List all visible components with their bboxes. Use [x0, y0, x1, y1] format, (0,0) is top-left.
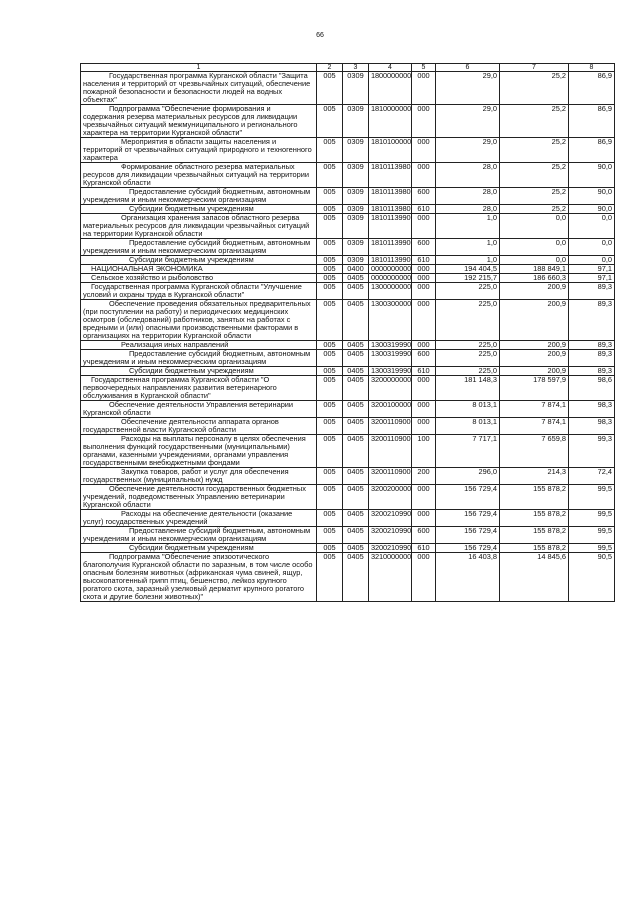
table-row	[81, 283, 615, 300]
expense-type-cell: 000	[412, 376, 436, 401]
percent-cell: 99,5	[569, 485, 615, 510]
expense-type-cell: 000	[412, 553, 436, 602]
row-name-cell: Предоставление субсидий бюджетным, автономным учреждениям и иным некоммерческим организациям	[81, 350, 317, 367]
target-item-code-cell: 3200210990	[369, 527, 412, 544]
row-name-cell: Закупка товаров, работ и услуг для обеспечения государственных (муниципальных) нужд	[81, 468, 317, 485]
actual-amount-cell: 155 878,2	[500, 510, 569, 527]
row-name-cell: Сельское хозяйство и рыболовство	[81, 274, 317, 283]
planned-amount-cell: 8 013,1	[436, 418, 500, 435]
planned-amount-cell: 7 717,1	[436, 435, 500, 468]
ministry-code-cell: 005	[317, 341, 343, 350]
ministry-code-cell: 005	[317, 239, 343, 256]
ministry-code-cell: 005	[317, 510, 343, 527]
expense-type-cell: 000	[412, 274, 436, 283]
actual-amount-cell: 155 878,2	[500, 485, 569, 510]
section-code-cell: 0405	[343, 510, 369, 527]
planned-amount-cell: 16 403,8	[436, 553, 500, 602]
ministry-code-cell: 005	[317, 401, 343, 418]
target-item-code-cell: 0000000000	[369, 265, 412, 274]
percent-cell: 99,3	[569, 435, 615, 468]
actual-amount-cell: 186 660,3	[500, 274, 569, 283]
header-cell: 7	[500, 64, 569, 72]
ministry-code-cell: 005	[317, 214, 343, 239]
section-code-cell: 0405	[343, 468, 369, 485]
section-code-cell: 0405	[343, 527, 369, 544]
row-name-cell: Обеспечение деятельности государственных бюджетных учреждений, подведомственных Управлению ветеринарии Курганской области	[81, 485, 317, 510]
target-item-code-cell: 3200110900	[369, 435, 412, 468]
ministry-code-cell: 005	[317, 376, 343, 401]
percent-cell: 0,0	[569, 214, 615, 239]
section-code-cell: 0309	[343, 188, 369, 205]
planned-amount-cell: 192 215,7	[436, 274, 500, 283]
ministry-code-cell: 005	[317, 205, 343, 214]
table-row	[81, 468, 615, 485]
section-code-cell: 0405	[343, 274, 369, 283]
actual-amount-cell: 200,9	[500, 350, 569, 367]
target-item-code-cell: 3200210990	[369, 510, 412, 527]
row-name-cell: Обеспечение проведения обязательных предварительных (при поступлении на работу) и периодических медицинских осмотров (обследований) работников, занятых на работах с вредными и (или) опасными производственными факторами в организациях на территории Курганской области	[81, 300, 317, 341]
target-item-code-cell: 3200200000	[369, 485, 412, 510]
ministry-code-cell: 005	[317, 283, 343, 300]
percent-cell: 99,5	[569, 527, 615, 544]
section-code-cell: 0309	[343, 163, 369, 188]
actual-amount-cell: 200,9	[500, 367, 569, 376]
target-item-code-cell: 1810100000	[369, 138, 412, 163]
percent-cell: 90,0	[569, 205, 615, 214]
section-code-cell: 0405	[343, 376, 369, 401]
table-row	[81, 188, 615, 205]
percent-cell: 86,9	[569, 105, 615, 138]
expense-type-cell: 000	[412, 485, 436, 510]
planned-amount-cell: 156 729,4	[436, 510, 500, 527]
row-name-cell: Государственная программа Курганской области "О первоочередных направлениях развития ветеринарного обслуживания в Курганской области"	[81, 376, 317, 401]
expense-type-cell: 000	[412, 341, 436, 350]
planned-amount-cell: 29,0	[436, 105, 500, 138]
section-code-cell: 0309	[343, 105, 369, 138]
section-code-cell: 0405	[343, 300, 369, 341]
table-row	[81, 401, 615, 418]
row-name-cell: Государственная программа Курганской области "Защита населения и территорий от чрезвычайных ситуаций, обеспечение пожарной безопасности и безопасности людей на водных объектах"	[81, 72, 317, 105]
percent-cell: 98,3	[569, 401, 615, 418]
row-name-cell: Государственная программа Курганской области "Улучшение условий и охраны труда в Курганской области"	[81, 283, 317, 300]
section-code-cell: 0405	[343, 283, 369, 300]
planned-amount-cell: 225,0	[436, 367, 500, 376]
actual-amount-cell: 25,2	[500, 163, 569, 188]
target-item-code-cell: 1810113990	[369, 214, 412, 239]
header-cell: 4	[369, 64, 412, 72]
row-name-cell: Субсидии бюджетным учреждениям	[81, 205, 317, 214]
actual-amount-cell: 200,9	[500, 300, 569, 341]
section-code-cell: 0405	[343, 485, 369, 510]
target-item-code-cell: 3200110900	[369, 468, 412, 485]
percent-cell: 0,0	[569, 239, 615, 256]
actual-amount-cell: 188 849,1	[500, 265, 569, 274]
target-item-code-cell: 1300319990	[369, 367, 412, 376]
actual-amount-cell: 0,0	[500, 239, 569, 256]
percent-cell: 97,1	[569, 265, 615, 274]
row-name-cell: Организация хранения запасов областного резерва материальных ресурсов для ликвидации чрезвычайных ситуаций на территории Курганской области	[81, 214, 317, 239]
planned-amount-cell: 28,0	[436, 188, 500, 205]
row-name-cell: Расходы на выплаты персоналу в целях обеспечения выполнения функций государственными (муниципальными) органами, казенными учреждениями, органами управления государственными внебюджетными фондами	[81, 435, 317, 468]
actual-amount-cell: 155 878,2	[500, 544, 569, 553]
planned-amount-cell: 28,0	[436, 205, 500, 214]
percent-cell: 89,3	[569, 350, 615, 367]
percent-cell: 90,0	[569, 188, 615, 205]
table-row	[81, 485, 615, 510]
target-item-code-cell: 1300000000	[369, 283, 412, 300]
actual-amount-cell: 0,0	[500, 256, 569, 265]
actual-amount-cell: 0,0	[500, 214, 569, 239]
expense-type-cell: 000	[412, 105, 436, 138]
planned-amount-cell: 296,0	[436, 468, 500, 485]
expense-type-cell: 000	[412, 265, 436, 274]
ministry-code-cell: 005	[317, 435, 343, 468]
ministry-code-cell: 005	[317, 485, 343, 510]
actual-amount-cell: 200,9	[500, 283, 569, 300]
table-row	[81, 527, 615, 544]
header-cell: 5	[412, 64, 436, 72]
actual-amount-cell: 7 874,1	[500, 418, 569, 435]
ministry-code-cell: 005	[317, 138, 343, 163]
planned-amount-cell: 156 729,4	[436, 485, 500, 510]
section-code-cell: 0405	[343, 367, 369, 376]
section-code-cell: 0309	[343, 72, 369, 105]
actual-amount-cell: 25,2	[500, 188, 569, 205]
expense-type-cell: 610	[412, 256, 436, 265]
actual-amount-cell: 7 874,1	[500, 401, 569, 418]
expense-type-cell: 600	[412, 527, 436, 544]
table-body	[81, 72, 615, 602]
planned-amount-cell: 181 148,3	[436, 376, 500, 401]
expense-type-cell: 200	[412, 468, 436, 485]
percent-cell: 97,1	[569, 274, 615, 283]
target-item-code-cell: 3200100000	[369, 401, 412, 418]
row-name-cell: Предоставление субсидий бюджетным, автономным учреждениям и иным некоммерческим организациям	[81, 239, 317, 256]
expense-type-cell: 000	[412, 401, 436, 418]
percent-cell: 89,3	[569, 367, 615, 376]
target-item-code-cell: 1300300000	[369, 300, 412, 341]
row-name-cell: Подпрограмма "Обеспечение формирования и содержания резерва материальных ресурсов для ликвидации чрезвычайных ситуаций межмуниципального и регионального характера на территории Курганской области"	[81, 105, 317, 138]
planned-amount-cell: 1,0	[436, 239, 500, 256]
table-row	[81, 163, 615, 188]
section-code-cell: 0405	[343, 435, 369, 468]
expense-type-cell: 000	[412, 300, 436, 341]
expense-type-cell: 000	[412, 214, 436, 239]
planned-amount-cell: 156 729,4	[436, 544, 500, 553]
section-code-cell: 0405	[343, 341, 369, 350]
expense-type-cell: 000	[412, 72, 436, 105]
percent-cell: 99,5	[569, 544, 615, 553]
row-name-cell: НАЦИОНАЛЬНАЯ ЭКОНОМИКА	[81, 265, 317, 274]
header-cell: 2	[317, 64, 343, 72]
row-name-cell: Предоставление субсидий бюджетным, автономным учреждениям и иным некоммерческим организациям	[81, 527, 317, 544]
expense-type-cell: 600	[412, 188, 436, 205]
actual-amount-cell: 214,3	[500, 468, 569, 485]
target-item-code-cell: 1810113980	[369, 205, 412, 214]
table-row	[81, 553, 615, 602]
target-item-code-cell: 3200110900	[369, 418, 412, 435]
expense-type-cell: 000	[412, 283, 436, 300]
expense-type-cell: 000	[412, 418, 436, 435]
target-item-code-cell: 1810113990	[369, 256, 412, 265]
planned-amount-cell: 29,0	[436, 72, 500, 105]
percent-cell: 86,9	[569, 72, 615, 105]
table-row	[81, 376, 615, 401]
planned-amount-cell: 28,0	[436, 163, 500, 188]
ministry-code-cell: 005	[317, 527, 343, 544]
ministry-code-cell: 005	[317, 265, 343, 274]
table-row	[81, 138, 615, 163]
row-name-cell: Субсидии бюджетным учреждениям	[81, 544, 317, 553]
ministry-code-cell: 005	[317, 553, 343, 602]
planned-amount-cell: 1,0	[436, 256, 500, 265]
table-row	[81, 418, 615, 435]
target-item-code-cell: 1810113980	[369, 163, 412, 188]
percent-cell: 98,3	[569, 418, 615, 435]
row-name-cell: Мероприятия в области защиты населения и территорий от чрезвычайных ситуаций природного и техногенного характера	[81, 138, 317, 163]
target-item-code-cell: 3200210990	[369, 544, 412, 553]
planned-amount-cell: 225,0	[436, 341, 500, 350]
row-name-cell: Реализация иных направлений	[81, 341, 317, 350]
target-item-code-cell: 3200000000	[369, 376, 412, 401]
expense-type-cell: 610	[412, 205, 436, 214]
ministry-code-cell: 005	[317, 274, 343, 283]
table-row	[81, 239, 615, 256]
table-row	[81, 350, 615, 367]
actual-amount-cell: 25,2	[500, 72, 569, 105]
target-item-code-cell: 1810000000	[369, 105, 412, 138]
planned-amount-cell: 1,0	[436, 214, 500, 239]
budget-table	[80, 63, 615, 602]
planned-amount-cell: 156 729,4	[436, 527, 500, 544]
table-row	[81, 435, 615, 468]
actual-amount-cell: 25,2	[500, 205, 569, 214]
target-item-code-cell: 1810113990	[369, 239, 412, 256]
percent-cell: 99,5	[569, 510, 615, 527]
section-code-cell: 0405	[343, 401, 369, 418]
section-code-cell: 0309	[343, 256, 369, 265]
header-cell: 3	[343, 64, 369, 72]
page-number: 66	[316, 32, 324, 39]
table-row	[81, 510, 615, 527]
planned-amount-cell: 225,0	[436, 283, 500, 300]
ministry-code-cell: 005	[317, 367, 343, 376]
actual-amount-cell: 14 845,6	[500, 553, 569, 602]
percent-cell: 90,0	[569, 163, 615, 188]
table-row	[81, 300, 615, 341]
expense-type-cell: 600	[412, 350, 436, 367]
percent-cell: 89,3	[569, 341, 615, 350]
ministry-code-cell: 005	[317, 350, 343, 367]
actual-amount-cell: 178 597,9	[500, 376, 569, 401]
expense-type-cell: 600	[412, 239, 436, 256]
row-name-cell: Обеспечение деятельности Управления ветеринарии Курганской области	[81, 401, 317, 418]
actual-amount-cell: 7 659,8	[500, 435, 569, 468]
section-code-cell: 0405	[343, 350, 369, 367]
target-item-code-cell: 1300319990	[369, 350, 412, 367]
percent-cell: 86,9	[569, 138, 615, 163]
expense-type-cell: 100	[412, 435, 436, 468]
header-cell: 8	[569, 64, 615, 72]
section-code-cell: 0400	[343, 265, 369, 274]
target-item-code-cell: 1300319990	[369, 341, 412, 350]
section-code-cell: 0405	[343, 553, 369, 602]
percent-cell: 89,3	[569, 300, 615, 341]
actual-amount-cell: 25,2	[500, 138, 569, 163]
header-cell: 1	[81, 64, 317, 72]
table-row	[81, 214, 615, 239]
section-code-cell: 0309	[343, 214, 369, 239]
target-item-code-cell: 0000000000	[369, 274, 412, 283]
table-row	[81, 72, 615, 105]
row-name-cell: Предоставление субсидий бюджетным, автономным учреждениям и иным некоммерческим организациям	[81, 188, 317, 205]
planned-amount-cell: 29,0	[436, 138, 500, 163]
ministry-code-cell: 005	[317, 188, 343, 205]
row-name-cell: Формирование областного резерва материальных ресурсов для ликвидации чрезвычайных ситуаций на территории Курганской области	[81, 163, 317, 188]
section-code-cell: 0309	[343, 239, 369, 256]
actual-amount-cell: 25,2	[500, 105, 569, 138]
ministry-code-cell: 005	[317, 468, 343, 485]
section-code-cell: 0405	[343, 544, 369, 553]
percent-cell: 72,4	[569, 468, 615, 485]
target-item-code-cell: 3210000000	[369, 553, 412, 602]
target-item-code-cell: 1810113980	[369, 188, 412, 205]
expense-type-cell: 000	[412, 138, 436, 163]
target-item-code-cell: 1800000000	[369, 72, 412, 105]
row-name-cell: Субсидии бюджетным учреждениям	[81, 256, 317, 265]
percent-cell: 89,3	[569, 283, 615, 300]
header-cell: 6	[436, 64, 500, 72]
section-code-cell: 0309	[343, 138, 369, 163]
ministry-code-cell: 005	[317, 300, 343, 341]
planned-amount-cell: 194 404,5	[436, 265, 500, 274]
actual-amount-cell: 155 878,2	[500, 527, 569, 544]
expense-type-cell: 000	[412, 163, 436, 188]
row-name-cell: Подпрограмма "Обеспечение эпизоотического благополучия Курганской области по заразным, в том числе особо опасным болезням животных (африканская чума свиней, ящур, высокопатогенный грипп птиц, бешенство, лейкоз крупного рогатого скота, заразный узелковый дерматит крупного рогатого скота и другие болезни животных)"	[81, 553, 317, 602]
row-name-cell: Расходы на обеспечение деятельности (оказание услуг) государственных учреждений	[81, 510, 317, 527]
row-name-cell: Субсидии бюджетным учреждениям	[81, 367, 317, 376]
percent-cell: 90,5	[569, 553, 615, 602]
row-name-cell: Обеспечение деятельности аппарата органов государственной власти Курганской области	[81, 418, 317, 435]
ministry-code-cell: 005	[317, 544, 343, 553]
actual-amount-cell: 200,9	[500, 341, 569, 350]
planned-amount-cell: 225,0	[436, 300, 500, 341]
ministry-code-cell: 005	[317, 163, 343, 188]
section-code-cell: 0309	[343, 205, 369, 214]
planned-amount-cell: 225,0	[436, 350, 500, 367]
percent-cell: 98,6	[569, 376, 615, 401]
ministry-code-cell: 005	[317, 256, 343, 265]
ministry-code-cell: 005	[317, 418, 343, 435]
ministry-code-cell: 005	[317, 72, 343, 105]
expense-type-cell: 610	[412, 367, 436, 376]
percent-cell: 0,0	[569, 256, 615, 265]
table-row	[81, 105, 615, 138]
expense-type-cell: 000	[412, 510, 436, 527]
section-code-cell: 0405	[343, 418, 369, 435]
planned-amount-cell: 8 013,1	[436, 401, 500, 418]
ministry-code-cell: 005	[317, 105, 343, 138]
expense-type-cell: 610	[412, 544, 436, 553]
